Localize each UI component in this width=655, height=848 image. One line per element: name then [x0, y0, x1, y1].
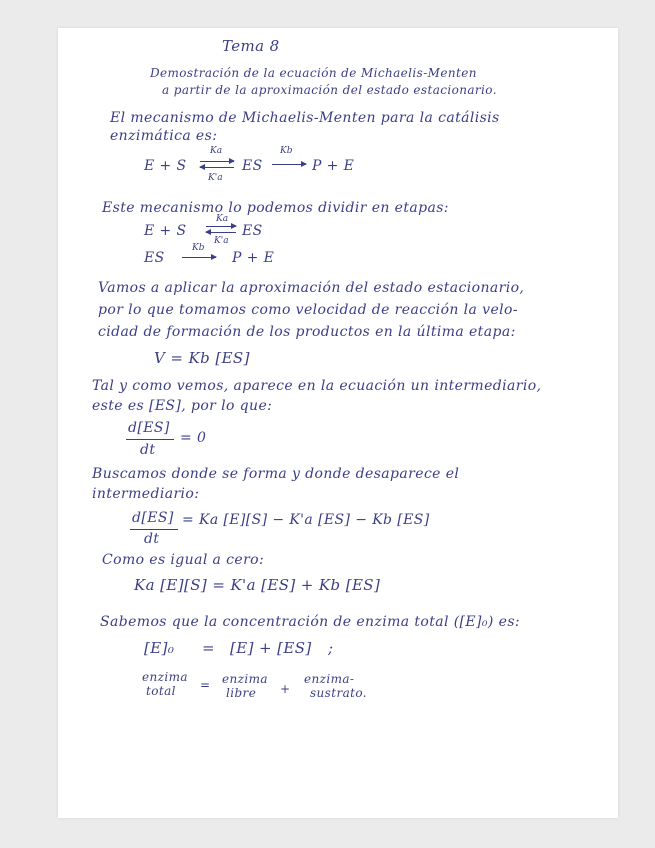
paragraph-1-line-1: El mecanismo de Michaelis-Menten para la catálisis: [110, 110, 500, 126]
subtitle-line-2: a partir de la aproximación del estado estacionario.: [162, 83, 497, 97]
mech-k-reverse: K'a: [208, 173, 223, 183]
mech-reactants: E + S: [144, 158, 187, 174]
legend-complex-1: enzima-: [304, 672, 355, 686]
paragraph-1-line-2: enzimática es:: [110, 128, 218, 144]
step1-k-reverse: K'a: [214, 236, 229, 246]
paragraph-7: Sabemos que la concentración de enzima total ([E]₀) es:: [100, 614, 521, 630]
paragraph-3-line-2: por lo que tomamos como velocidad de reacción la velo-: [98, 302, 518, 318]
step1-reactants: E + S: [144, 223, 187, 239]
rate-equation: V = Kb [ES]: [154, 349, 250, 367]
forward-arrow-icon: [206, 226, 236, 227]
legend-free-2: libre: [226, 686, 257, 700]
subtitle-line-1: Demostración de la ecuación de Michaelis-Menten: [150, 66, 477, 80]
total-semicolon: ;: [328, 639, 334, 657]
step1-k-forward: Ka: [216, 214, 229, 224]
paragraph-4-line-1: Tal y como vemos, aparece en la ecuación un intermediario,: [92, 378, 542, 394]
rate-denominator: dt: [144, 531, 160, 547]
paragraph-5-line-1: Buscamos donde se forma y donde desaparece el: [92, 466, 460, 482]
rate-numerator: d[ES]: [132, 510, 174, 526]
zero-equation: Ka [E][S] = K'a [ES] + Kb [ES]: [134, 576, 381, 594]
reverse-arrow-icon: [206, 232, 236, 233]
paragraph-5-line-2: intermediario:: [92, 486, 200, 502]
legend-total-2: total: [146, 684, 176, 698]
ss-rhs: = 0: [180, 430, 207, 446]
page-title: Tema 8: [222, 37, 280, 55]
ss-numerator: d[ES]: [128, 420, 170, 436]
mech-complex: ES: [242, 158, 263, 174]
step1-product: ES: [242, 223, 263, 239]
step2-products: P + E: [232, 250, 275, 266]
forward-arrow-icon: [200, 161, 234, 162]
legend-total-1: enzima: [142, 670, 188, 684]
total-equals: =: [202, 639, 215, 657]
forward-arrow-icon: [182, 257, 216, 258]
paragraph-2: Este mecanismo lo podemos dividir en etapas:: [102, 200, 449, 216]
rate-rhs: = Ka [E][S] − K'a [ES] − Kb [ES]: [182, 512, 430, 528]
mech-k-b: Kb: [280, 146, 293, 156]
paragraph-6: Como es igual a cero:: [102, 552, 265, 568]
total-rhs: [E] + [ES]: [230, 639, 312, 657]
legend-free-1: enzima: [222, 672, 268, 686]
total-lhs: [E]₀: [144, 639, 175, 657]
ss-denominator: dt: [140, 442, 156, 458]
legend-complex-2: sustrato.: [310, 686, 368, 700]
mech-k-forward: Ka: [210, 146, 223, 156]
forward-arrow-icon: [272, 164, 306, 165]
notebook-page: [58, 28, 618, 818]
step2-k: Kb: [192, 243, 205, 253]
paragraph-4-line-2: este es [ES], por lo que:: [92, 398, 273, 414]
fraction-bar: [130, 529, 178, 530]
step2-reactant: ES: [144, 250, 165, 266]
paragraph-3-line-1: Vamos a aplicar la aproximación del estado estacionario,: [98, 280, 525, 296]
mech-products: P + E: [312, 158, 355, 174]
legend-equals: =: [200, 678, 211, 692]
legend-plus: +: [280, 682, 291, 696]
fraction-bar: [126, 439, 174, 440]
reverse-arrow-icon: [200, 167, 234, 168]
paragraph-3-line-3: cidad de formación de los productos en la última etapa:: [98, 324, 516, 340]
